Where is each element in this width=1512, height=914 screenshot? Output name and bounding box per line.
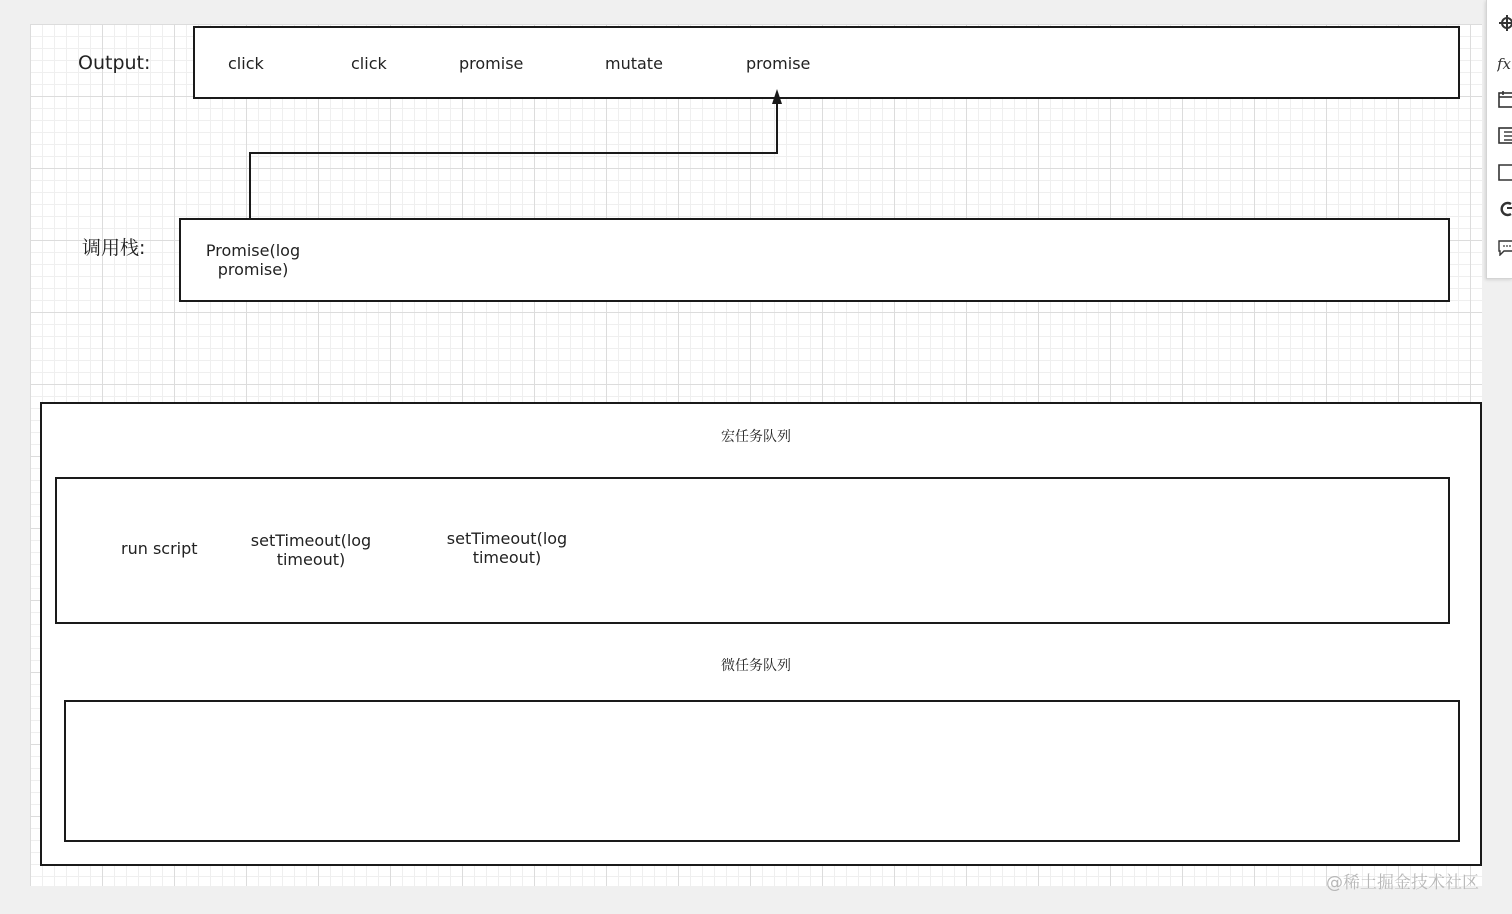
- calendar-icon[interactable]: [1497, 90, 1512, 108]
- side-toolbar: [1486, 0, 1512, 279]
- output-item-1: click: [228, 54, 264, 73]
- call-stack-entry-line2: promise): [217, 260, 289, 279]
- hook-icon[interactable]: [1497, 200, 1512, 218]
- macro-queue-title: 宏任务队列: [721, 429, 791, 445]
- function-icon[interactable]: ƒx: [1497, 55, 1512, 73]
- micro-queue-title: 微任务队列: [721, 658, 791, 674]
- crosshair-icon[interactable]: [1497, 14, 1512, 32]
- output-label: Output:: [78, 52, 151, 74]
- output-item-5: promise: [746, 54, 811, 73]
- macro-queue-item-settimeout-1: [246, 531, 376, 569]
- macro-queue-item-2-line1: setTimeout(log: [250, 531, 372, 550]
- output-item-4: mutate: [605, 54, 663, 73]
- macro-queue-item-2-line2: timeout): [276, 550, 346, 569]
- comment-icon[interactable]: [1497, 238, 1512, 256]
- macro-queue-item-run-script: run script: [121, 539, 198, 558]
- call-stack-entry-line1: Promise(log: [205, 241, 301, 260]
- page-icon[interactable]: [1497, 163, 1512, 181]
- macro-queue-item-settimeout-2: [442, 529, 572, 567]
- output-item-2: click: [351, 54, 387, 73]
- call-stack-entry: [196, 241, 310, 279]
- macro-queue-item-3-line2: timeout): [472, 548, 542, 567]
- watermark: @稀土掘金技术社区: [1326, 873, 1479, 893]
- macro-queue-item-3-line1: setTimeout(log: [446, 529, 568, 548]
- arrowhead: [772, 89, 782, 104]
- call-stack-label: 调用栈:: [82, 237, 146, 259]
- output-item-3: promise: [459, 54, 524, 73]
- micro-queue-box[interactable]: [64, 700, 1460, 842]
- call-stack-box[interactable]: [179, 218, 1450, 302]
- list-icon[interactable]: [1497, 126, 1512, 144]
